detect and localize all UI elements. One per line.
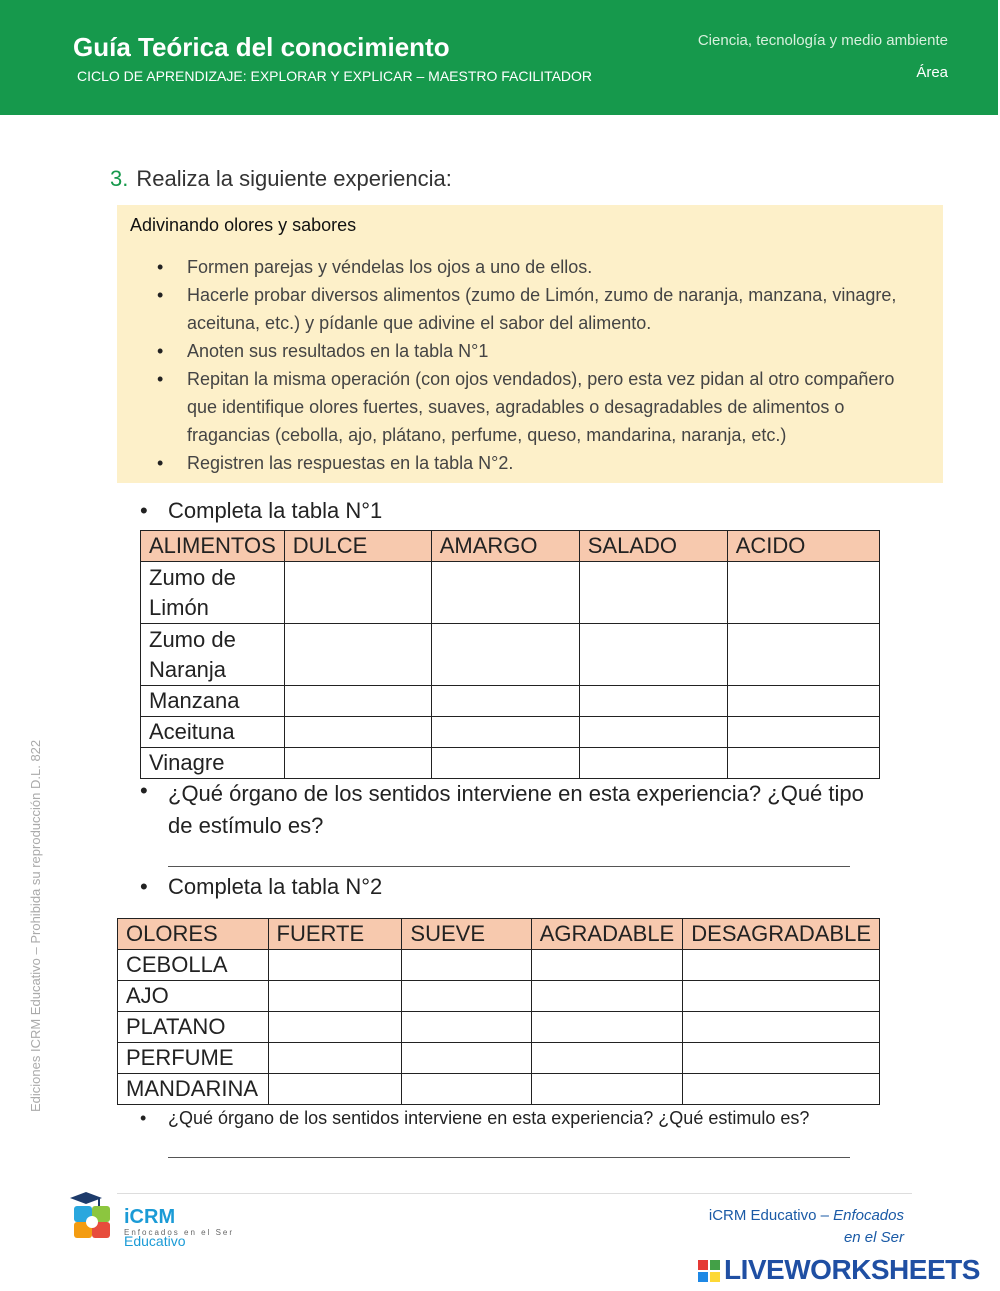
table-header-row (118, 919, 880, 950)
table-1 (140, 530, 880, 779)
table-row (141, 686, 880, 717)
answer-cell[interactable] (268, 950, 402, 981)
answer-cell[interactable] (579, 686, 727, 717)
answer-cell[interactable] (268, 1043, 402, 1074)
answer-cell[interactable] (402, 1043, 531, 1074)
answer-cell[interactable] (579, 624, 727, 686)
puzzle-logo-icon (64, 1188, 122, 1244)
answer-cell[interactable] (531, 1074, 683, 1105)
answer-cell[interactable] (727, 562, 879, 624)
table-header-cell: OLORES (118, 919, 269, 950)
activity-step: • Hacerle probar diversos alimentos (zumo de Limón, zumo de naranja, manzana, vinagre, aceituna, etc.) y pídanle que adivine el sabor del alimento. (157, 281, 927, 337)
answer-cell[interactable] (683, 1012, 880, 1043)
smell-name: PERFUME (118, 1043, 269, 1074)
answer-cell[interactable] (727, 748, 879, 779)
table-header-row (141, 531, 880, 562)
answer-line-2[interactable] (168, 1157, 850, 1158)
area-label: Área (916, 64, 948, 81)
table-header-cell: SALADO (579, 531, 727, 562)
copyright-note: Ediciones ICRM Educativo – Prohibida su reproducción D.L. 822 (28, 739, 43, 1112)
answer-cell[interactable] (284, 717, 431, 748)
table-row (141, 624, 880, 686)
page-header (0, 0, 998, 115)
answer-cell[interactable] (683, 1074, 880, 1105)
guide-subtitle: CICLO DE APRENDIZAJE: EXPLORAR Y EXPLICAR – MAESTRO FACILITADOR (77, 68, 593, 84)
answer-cell[interactable] (727, 686, 879, 717)
footer-credit: iCRM Educativo – Enfocados en el Ser (708, 1207, 904, 1246)
answer-cell[interactable] (284, 624, 431, 686)
answer-cell[interactable] (402, 1012, 531, 1043)
table-2 (117, 918, 880, 1105)
answer-cell[interactable] (579, 717, 727, 748)
question-number: 3. (110, 166, 129, 191)
table-row (118, 1012, 880, 1043)
food-name: Zumo de Naranja (141, 624, 285, 686)
activity-title: Adivinando olores y sabores (130, 215, 357, 235)
logo-tagline: Enfocados en el Ser (124, 1228, 235, 1237)
table-header-cell: DESAGRADABLE (683, 919, 880, 950)
food-name: Zumo de Limón (141, 562, 285, 624)
bullet-icon: • (140, 1108, 147, 1128)
activity-step: • Registren las respuestas en la tabla N°2. (157, 449, 927, 477)
table-header-cell: DULCE (284, 531, 431, 562)
answer-cell[interactable] (531, 1012, 683, 1043)
answer-cell[interactable] (579, 748, 727, 779)
answer-cell[interactable] (727, 624, 879, 686)
table-header-cell: AMARGO (431, 531, 579, 562)
liveworksheets-logo-icon (698, 1260, 720, 1282)
answer-cell[interactable] (683, 1043, 880, 1074)
table-row (118, 950, 880, 981)
answer-cell[interactable] (683, 981, 880, 1012)
answer-cell[interactable] (431, 624, 579, 686)
smell-name: AJO (118, 981, 269, 1012)
activity-box (117, 205, 943, 483)
smell-name: PLATANO (118, 1012, 269, 1043)
subject-name: Ciencia, tecnología y medio ambiente (697, 32, 948, 49)
smell-name: CEBOLLA (118, 950, 269, 981)
food-name: Vinagre (141, 748, 285, 779)
answer-cell[interactable] (402, 981, 531, 1012)
answer-cell[interactable] (531, 950, 683, 981)
question-text: Realiza la siguiente experiencia: (136, 166, 452, 191)
table-row (118, 1074, 880, 1105)
smell-name: MANDARINA (118, 1074, 269, 1105)
food-name: Aceituna (141, 717, 285, 748)
answer-cell[interactable] (284, 562, 431, 624)
bullet-icon: • (140, 778, 148, 803)
table-header-cell: FUERTE (268, 919, 402, 950)
answer-cell[interactable] (268, 1074, 402, 1105)
answer-line-1[interactable] (168, 866, 850, 867)
question-title (110, 166, 452, 192)
answer-cell[interactable] (727, 717, 879, 748)
table-header-cell: ACIDO (727, 531, 879, 562)
table-row (141, 562, 880, 624)
answer-cell[interactable] (284, 748, 431, 779)
bullet-icon: • (140, 874, 148, 899)
activity-step: • Anoten sus resultados en la tabla N°1 (157, 337, 927, 365)
answer-cell[interactable] (531, 1043, 683, 1074)
logo-brand: iCRM Educativo (124, 1206, 186, 1249)
food-name: Manzana (141, 686, 285, 717)
bullet-icon: • (140, 498, 148, 523)
answer-cell[interactable] (683, 950, 880, 981)
answer-cell[interactable] (284, 686, 431, 717)
answer-cell[interactable] (531, 981, 683, 1012)
answer-cell[interactable] (268, 1012, 402, 1043)
answer-cell[interactable] (431, 562, 579, 624)
icrm-logo (64, 1188, 239, 1248)
answer-cell[interactable] (431, 717, 579, 748)
answer-cell[interactable] (579, 562, 727, 624)
table-row (118, 1043, 880, 1074)
activity-step: • Formen parejas y véndelas los ojos a uno de ellos. (157, 253, 927, 281)
answer-cell[interactable] (402, 1074, 531, 1105)
table-row (118, 981, 880, 1012)
answer-cell[interactable] (431, 748, 579, 779)
table-header-cell: SUEVE (402, 919, 531, 950)
answer-cell[interactable] (268, 981, 402, 1012)
activity-steps (157, 253, 927, 477)
answer-cell[interactable] (431, 686, 579, 717)
table-row (141, 748, 880, 779)
table-header-cell: AGRADABLE (531, 919, 683, 950)
table-header-cell: ALIMENTOS (141, 531, 285, 562)
guide-title: Guía Teórica del conocimiento (73, 32, 450, 62)
table-row (141, 717, 880, 748)
answer-cell[interactable] (402, 950, 531, 981)
activity-step: • Repitan la misma operación (con ojos vendados), pero esta vez pidan al otro compañero que identifique olores fuertes, suaves, agradables o desagradables de alimentos o fragancias (cebolla, ajo, plátano, perfume, queso, mandarina, naranja, etc.) (157, 365, 927, 449)
